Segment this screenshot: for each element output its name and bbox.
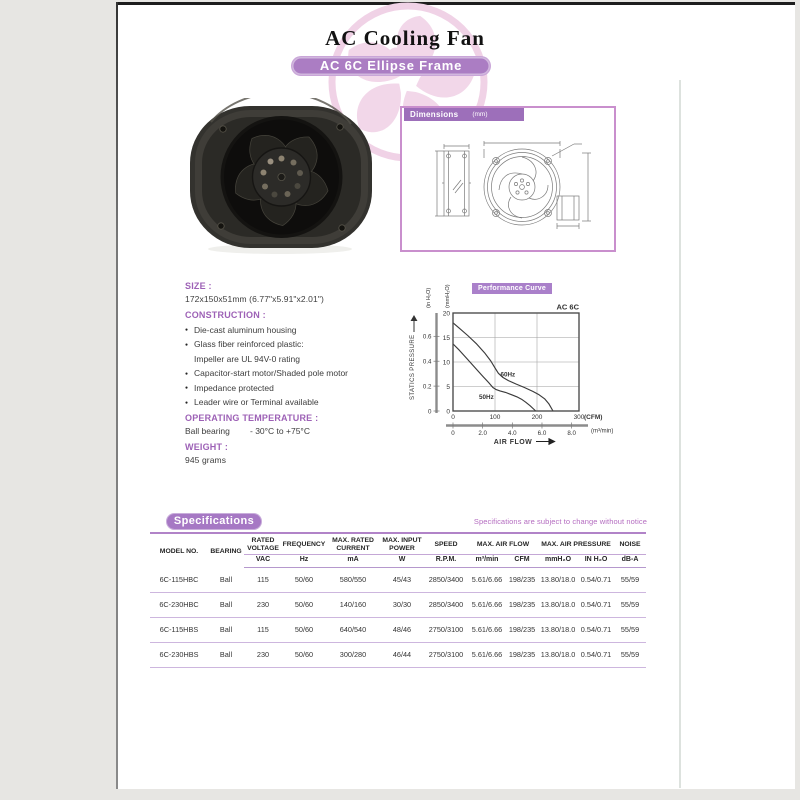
bearing-type: Ball bearing bbox=[185, 426, 230, 436]
svg-text:2.0: 2.0 bbox=[478, 430, 487, 437]
y-unit-secondary: (in H₂O) bbox=[426, 287, 432, 308]
construction-item: ● Capacitor-start motor/Shaded pole motor bbox=[185, 368, 403, 378]
unit-w: W bbox=[380, 555, 424, 567]
weight-value: 945 grams bbox=[185, 455, 227, 465]
svg-text:0: 0 bbox=[428, 408, 432, 416]
table-row bbox=[150, 642, 646, 667]
col-header-speed: SPEED bbox=[424, 535, 468, 555]
cell: 198/235 bbox=[506, 567, 538, 592]
up-arrow-icon bbox=[411, 316, 416, 332]
right-arrow-icon bbox=[536, 439, 555, 444]
cell: 300/280 bbox=[326, 642, 380, 667]
cell: 198/235 bbox=[506, 617, 538, 642]
construction-item: ● Die-cast aluminum housing bbox=[185, 325, 403, 335]
cell: 48/46 bbox=[380, 617, 424, 642]
page-title: AC Cooling Fan bbox=[325, 26, 485, 50]
cell: 0.54/0.71 bbox=[578, 642, 614, 667]
cell: 5.61/6.66 bbox=[468, 567, 506, 592]
cell: 30/30 bbox=[380, 592, 424, 617]
cell: 0.54/0.71 bbox=[578, 592, 614, 617]
svg-text:60Hz: 60Hz bbox=[500, 371, 516, 379]
cell: 50/60 bbox=[282, 592, 326, 617]
specifications-divider bbox=[150, 532, 646, 534]
cell: 13.80/18.0 bbox=[538, 567, 578, 592]
cell: 230 bbox=[244, 592, 282, 617]
unit-dba: dB-A bbox=[614, 555, 646, 567]
cell: 5.61/6.66 bbox=[468, 592, 506, 617]
unit-inh2o: IN H₂O bbox=[578, 555, 614, 567]
svg-text:300: 300 bbox=[573, 414, 585, 421]
cell-model: 6C-115HBC bbox=[150, 567, 208, 592]
svg-text:0.4: 0.4 bbox=[422, 358, 432, 366]
unit-cfm: CFM bbox=[506, 555, 538, 567]
x-axis-title: AIR FLOW bbox=[493, 439, 533, 446]
cell: 2850/3400 bbox=[424, 567, 468, 592]
svg-text:0: 0 bbox=[446, 408, 450, 416]
cell-model: 6C-230HBC bbox=[150, 592, 208, 617]
cell: 13.80/18.0 bbox=[538, 592, 578, 617]
dimensions-unit: (mm) bbox=[472, 111, 488, 118]
cell: 2750/3100 bbox=[424, 617, 468, 642]
cell: 55/59 bbox=[614, 567, 646, 592]
cell: 198/235 bbox=[506, 642, 538, 667]
chart-model-label: AC 6C bbox=[556, 302, 579, 312]
specifications-table bbox=[150, 535, 646, 668]
cell: 2750/3100 bbox=[424, 642, 468, 667]
cell: 5.61/6.66 bbox=[468, 617, 506, 642]
cell: 115 bbox=[244, 617, 282, 642]
y-axis-title: STATICS PRESSURE bbox=[410, 334, 416, 400]
cell: 46/44 bbox=[380, 642, 424, 667]
col-header-current: MAX. RATED CURRENT bbox=[326, 535, 380, 555]
product-info bbox=[185, 281, 403, 465]
col-header-frequency: FREQUENCY bbox=[282, 535, 326, 555]
cell: 0.54/0.71 bbox=[578, 567, 614, 592]
construction-item: ● Leader wire or Terminal available bbox=[185, 397, 403, 407]
unit-ma: mA bbox=[326, 555, 380, 567]
svg-text:8.0: 8.0 bbox=[567, 430, 576, 437]
svg-text:0: 0 bbox=[451, 414, 455, 421]
cell: 230 bbox=[244, 642, 282, 667]
col-header-voltage: RATED VOLTAGE bbox=[244, 535, 282, 555]
unit-m3min: m³/min bbox=[468, 555, 506, 567]
cell: 13.80/18.0 bbox=[538, 642, 578, 667]
col-header-airflow: MAX. AIR FLOW bbox=[468, 535, 538, 555]
cell: 0.54/0.71 bbox=[578, 617, 614, 642]
page-fold-line bbox=[679, 80, 681, 788]
svg-text:15: 15 bbox=[442, 334, 450, 342]
cell: 140/160 bbox=[326, 592, 380, 617]
cell: 55/59 bbox=[614, 617, 646, 642]
col-header-model: MODEL NO. bbox=[159, 547, 199, 555]
table-row bbox=[150, 592, 646, 617]
cell: 55/59 bbox=[614, 592, 646, 617]
scan-edge-left bbox=[116, 2, 118, 789]
svg-text:50Hz: 50Hz bbox=[479, 393, 494, 401]
unit-mmh2o: mmH₂O bbox=[538, 555, 578, 567]
cell: 5.61/6.66 bbox=[468, 642, 506, 667]
y-unit-primary: (mmH₂O) bbox=[445, 284, 451, 308]
specifications-notice: Specifications are subject to change without notice bbox=[473, 517, 647, 526]
specifications-banner: Specifications bbox=[166, 513, 262, 530]
operating-temperature-row bbox=[185, 426, 403, 436]
cell: 580/550 bbox=[326, 567, 380, 592]
table-row bbox=[150, 617, 646, 642]
svg-text:10: 10 bbox=[442, 359, 450, 367]
cell: Ball bbox=[208, 617, 244, 642]
svg-text:0.6: 0.6 bbox=[422, 333, 432, 341]
unit-hz: Hz bbox=[282, 555, 326, 567]
performance-chart bbox=[403, 272, 635, 457]
svg-text:100: 100 bbox=[489, 414, 501, 421]
cell: Ball bbox=[208, 567, 244, 592]
col-header-power: MAX. INPUT POWER bbox=[380, 535, 424, 555]
cell: 13.80/18.0 bbox=[538, 617, 578, 642]
svg-text:200: 200 bbox=[531, 414, 543, 421]
cell: 50/60 bbox=[282, 617, 326, 642]
unit-vac: VAC bbox=[244, 555, 282, 567]
cell-model: 6C-230HBS bbox=[150, 642, 208, 667]
cell: 198/235 bbox=[506, 592, 538, 617]
svg-text:6.0: 6.0 bbox=[537, 430, 547, 437]
cell-model: 6C-115HBS bbox=[150, 617, 208, 642]
cell: 55/59 bbox=[614, 642, 646, 667]
cell: Ball bbox=[208, 642, 244, 667]
dimensions-drawing bbox=[402, 108, 610, 246]
cell: 50/60 bbox=[282, 642, 326, 667]
cell: 640/540 bbox=[326, 617, 380, 642]
cell: 45/43 bbox=[380, 567, 424, 592]
cell: 2850/3400 bbox=[424, 592, 468, 617]
dimensions-label: Dimensions bbox=[410, 110, 459, 119]
size-value: 172x150x51mm (6.77"x5.91"x2.01") bbox=[185, 294, 324, 304]
col-header-noise: NOISE bbox=[614, 535, 646, 555]
product-series-banner: AC 6C Ellipse Frame bbox=[292, 57, 490, 75]
svg-text:0.2: 0.2 bbox=[422, 383, 432, 391]
fan-product-photo bbox=[183, 98, 378, 260]
x-unit-primary: (CFM) bbox=[584, 414, 603, 421]
performance-curve-banner: Performance Curve bbox=[472, 283, 552, 294]
table-row bbox=[150, 567, 646, 592]
cell: Ball bbox=[208, 592, 244, 617]
table-header-row bbox=[150, 535, 646, 555]
svg-text:0: 0 bbox=[451, 430, 455, 437]
construction-item: ● Impedance protected bbox=[185, 383, 403, 393]
col-header-pressure: MAX. AIR PRESSURE bbox=[538, 535, 614, 555]
x-unit-secondary: (m³/min) bbox=[591, 428, 614, 435]
cell: 115 bbox=[244, 567, 282, 592]
svg-text:5: 5 bbox=[446, 383, 450, 391]
operating-temperature-label: OPERATING TEMPERATURE : bbox=[185, 413, 319, 423]
construction-item: ● Glass fiber reinforced plastic: bbox=[185, 339, 403, 349]
unit-rpm: R.P.M. bbox=[424, 555, 468, 567]
construction-item-continued: Impeller are UL 94V-0 rating bbox=[194, 353, 300, 364]
svg-text:20: 20 bbox=[442, 310, 450, 318]
col-header-bearing: BEARING bbox=[210, 547, 242, 555]
size-label: SIZE : bbox=[185, 281, 212, 291]
cell: 50/60 bbox=[282, 567, 326, 592]
svg-text:4.0: 4.0 bbox=[508, 430, 517, 437]
temperature-range: - 30°C to +75°C bbox=[250, 426, 310, 436]
construction-label: CONSTRUCTION : bbox=[185, 310, 266, 320]
weight-label: WEIGHT : bbox=[185, 442, 229, 452]
